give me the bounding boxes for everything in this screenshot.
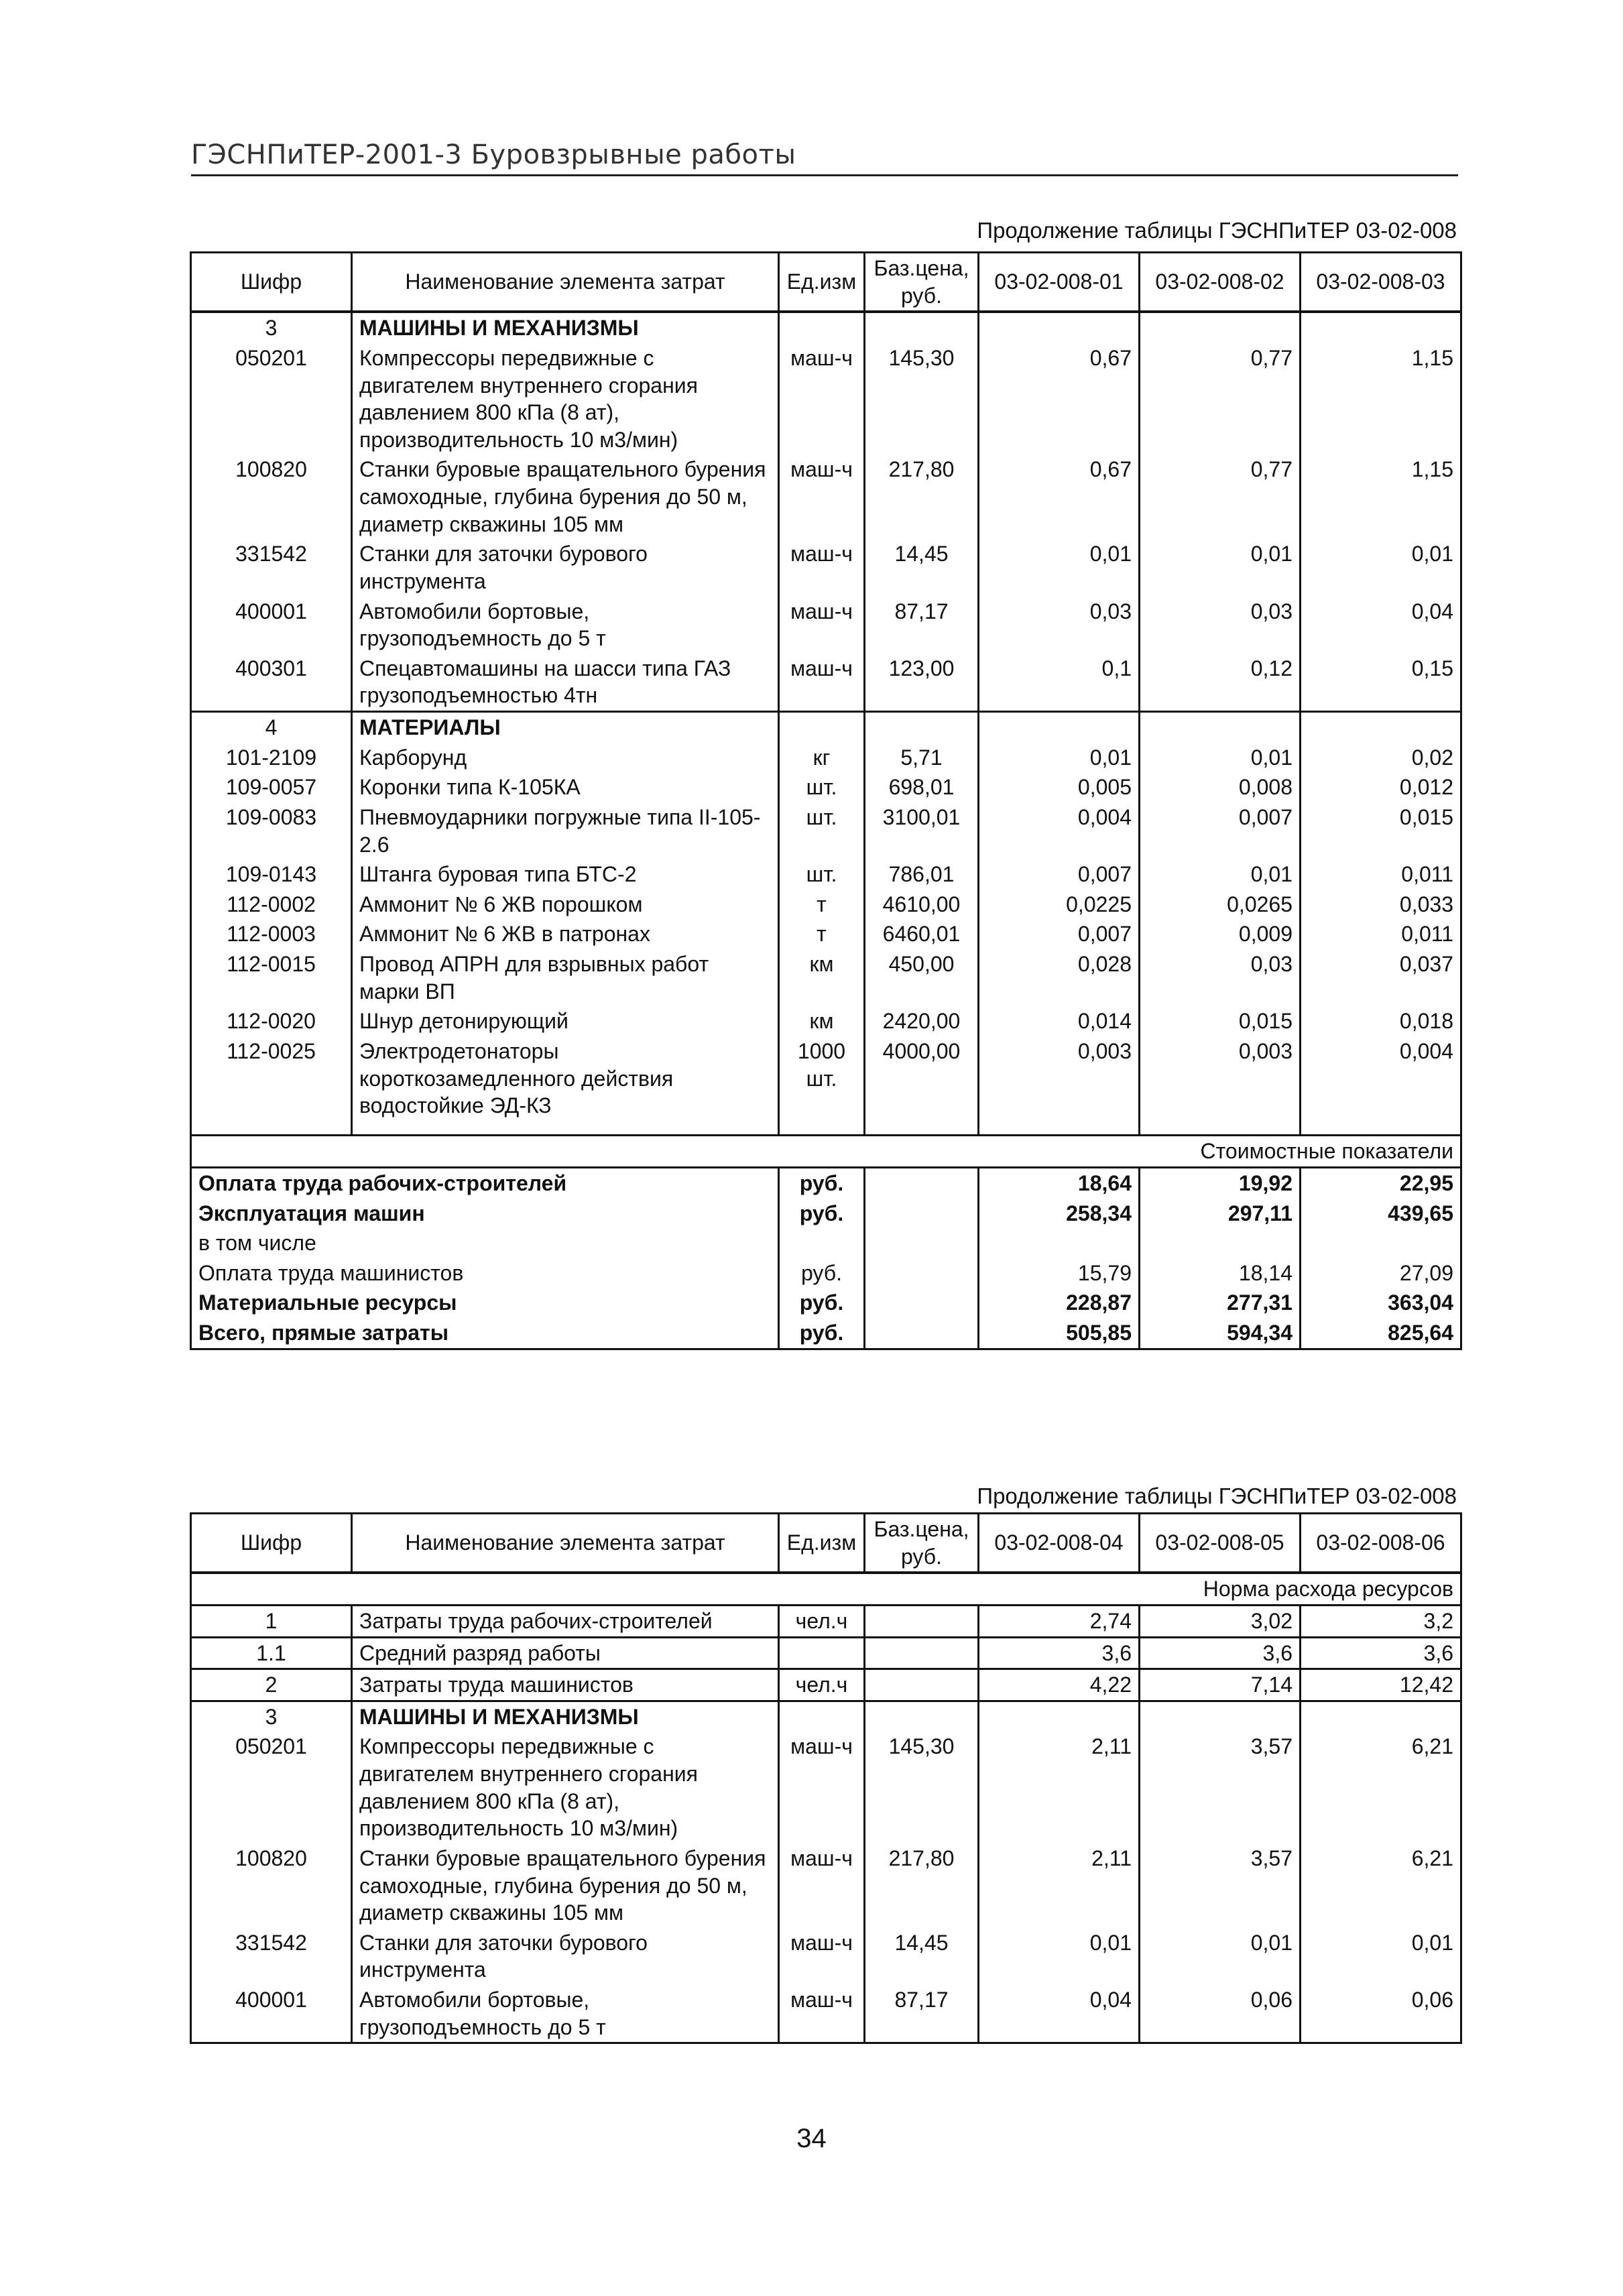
resource-unit: т (779, 890, 865, 920)
resource-price: 4610,00 (865, 890, 979, 920)
header-col2: 03-02-008-05 (1140, 1514, 1301, 1573)
resource-name: Затраты труда рабочих-строителей (352, 1605, 779, 1637)
table-row (191, 743, 1461, 773)
resource-price: 217,80 (865, 1844, 979, 1928)
value-col1: 0,005 (979, 772, 1140, 802)
resource-price (865, 1637, 979, 1669)
table2-caption: Продолжение таблицы ГЭСНПиТЕР 03-02-008 (977, 1484, 1457, 1508)
empty-cell (865, 1228, 979, 1258)
resource-price: 2420,00 (865, 1006, 979, 1036)
section-title-row (191, 1701, 1461, 1732)
resource-unit: маш-ч (779, 597, 865, 654)
value-col2: 0,009 (1140, 919, 1301, 949)
resource-name: Станки для заточки бурового инструмента (352, 1928, 779, 1985)
value-col3: 3,6 (1301, 1637, 1461, 1669)
cost-name: Оплата труда рабочих-строителей (191, 1167, 779, 1198)
header-price: Баз.цена, руб. (865, 1514, 979, 1573)
resource-name: Автомобили бортовые, грузоподъемность до 5 т (352, 597, 779, 654)
resource-code: 1 (191, 1605, 352, 1637)
resource-code: 2 (191, 1669, 352, 1701)
value-col3: 0,011 (1301, 919, 1461, 949)
empty-cell (779, 712, 865, 743)
resource-price: 87,17 (865, 1985, 979, 2043)
resource-name: Автомобили бортовые, грузоподъемность до 5 т (352, 1985, 779, 2043)
value-col3: 27,09 (1301, 1258, 1461, 1288)
resource-code: 112-0003 (191, 919, 352, 949)
resource-code: 100820 (191, 1844, 352, 1928)
table-row (191, 919, 1461, 949)
cost-label: Стоимостные показатели (191, 1136, 1461, 1168)
section-number: 3 (191, 1701, 352, 1732)
table-row (191, 539, 1461, 596)
table2 (190, 1512, 1462, 2044)
value-col3: 0,037 (1301, 949, 1461, 1006)
empty-cell (191, 1121, 352, 1136)
resource-unit: шт. (779, 772, 865, 802)
value-col2: 0,01 (1140, 1928, 1301, 1985)
value-col3 (1301, 1228, 1461, 1258)
value-col2: 0,01 (1140, 743, 1301, 773)
value-col3: 22,95 (1301, 1167, 1461, 1198)
value-col2: 3,57 (1140, 1844, 1301, 1928)
resource-code: 109-0143 (191, 859, 352, 890)
cost-row (191, 1258, 1461, 1288)
value-col3: 0,004 (1301, 1036, 1461, 1121)
resource-name: Карборунд (352, 743, 779, 773)
value-col2 (1140, 1228, 1301, 1258)
value-col2: 0,01 (1140, 539, 1301, 596)
empty-cell (352, 1121, 779, 1136)
value-col1: 4,22 (979, 1669, 1140, 1701)
cost-row (191, 1167, 1461, 1198)
resource-name: Шнур детонирующий (352, 1006, 779, 1036)
value-col2: 0,06 (1140, 1985, 1301, 2043)
cost-unit: руб. (779, 1318, 865, 1349)
value-col3: 0,033 (1301, 890, 1461, 920)
value-col1: 0,1 (979, 654, 1140, 712)
resource-unit: маш-ч (779, 1732, 865, 1844)
empty-cell (865, 712, 979, 743)
value-col3: 0,015 (1301, 802, 1461, 859)
resource-name: Провод АПРН для взрывных работ марки ВП (352, 949, 779, 1006)
resource-price: 786,01 (865, 859, 979, 890)
section-title-row (191, 712, 1461, 743)
resource-unit: чел.ч (779, 1605, 865, 1637)
resource-unit: маш-ч (779, 1844, 865, 1928)
resource-unit: маш-ч (779, 1928, 865, 1985)
resource-price: 4000,00 (865, 1036, 979, 1121)
empty-cell (979, 712, 1140, 743)
cost-row (191, 1318, 1461, 1349)
table-row (191, 1036, 1461, 1121)
value-col2: 0,77 (1140, 455, 1301, 539)
empty-cell (1140, 1121, 1301, 1136)
resource-unit: кг (779, 743, 865, 773)
value-col3: 825,64 (1301, 1318, 1461, 1349)
section-title: МАТЕРИАЛЫ (352, 712, 779, 743)
value-col2: 3,6 (1140, 1637, 1301, 1669)
value-col1: 0,028 (979, 949, 1140, 1006)
table-row (191, 455, 1461, 539)
value-col1: 0,004 (979, 802, 1140, 859)
empty-cell (779, 1701, 865, 1732)
resource-unit: км (779, 949, 865, 1006)
value-col2: 0,12 (1140, 654, 1301, 712)
value-col2: 0,007 (1140, 802, 1301, 859)
resource-price: 450,00 (865, 949, 979, 1006)
resource-name: Затраты труда машинистов (352, 1669, 779, 1701)
cost-name: Оплата труда машинистов (191, 1258, 779, 1288)
resource-price (865, 1669, 979, 1701)
header-unit: Ед.изм (779, 1514, 865, 1573)
resource-name: Компрессоры передвижные с двигателем внутреннего сгорания давлением 800 кПа (8 ат), производительность 10 м3/мин) (352, 1732, 779, 1844)
resource-code: 050201 (191, 1732, 352, 1844)
value-col1: 0,04 (979, 1985, 1140, 2043)
value-col3: 439,65 (1301, 1199, 1461, 1229)
resource-name: Коронки типа К-105КА (352, 772, 779, 802)
value-col1: 15,79 (979, 1258, 1140, 1288)
resource-name: Компрессоры передвижные с двигателем внутреннего сгорания давлением 800 кПа (8 ат), производительность 10 м3/мин) (352, 343, 779, 455)
resource-price: 217,80 (865, 455, 979, 539)
value-col1: 2,11 (979, 1732, 1140, 1844)
spacer-row (191, 1121, 1461, 1136)
value-col3: 1,15 (1301, 343, 1461, 455)
resource-code: 400001 (191, 1985, 352, 2043)
norm-label-row (191, 1573, 1461, 1605)
resource-unit: чел.ч (779, 1669, 865, 1701)
value-col3: 363,04 (1301, 1288, 1461, 1318)
value-col1: 0,01 (979, 539, 1140, 596)
value-col2: 277,31 (1140, 1288, 1301, 1318)
empty-cell (1301, 712, 1461, 743)
value-col3: 0,04 (1301, 597, 1461, 654)
section-title: МАШИНЫ И МЕХАНИЗМЫ (352, 1701, 779, 1732)
header-col3: 03-02-008-06 (1301, 1514, 1461, 1573)
resource-name: Аммонит № 6 ЖВ порошком (352, 890, 779, 920)
table-row (191, 949, 1461, 1006)
resource-name: Аммонит № 6 ЖВ в патронах (352, 919, 779, 949)
resource-unit: маш-ч (779, 455, 865, 539)
resource-price: 698,01 (865, 772, 979, 802)
header-col1: 03-02-008-01 (979, 253, 1140, 312)
resource-code: 400001 (191, 597, 352, 654)
resource-name: Средний разряд работы (352, 1637, 779, 1669)
cost-row (191, 1288, 1461, 1318)
cost-name: Эксплуатация машин (191, 1199, 779, 1229)
cost-unit: руб. (779, 1288, 865, 1318)
table-row (191, 1006, 1461, 1036)
resource-code: 050201 (191, 343, 352, 455)
resource-unit: 1000 шт. (779, 1036, 865, 1121)
table-row (191, 1669, 1461, 1701)
empty-cell (1140, 712, 1301, 743)
resource-unit: маш-ч (779, 539, 865, 596)
empty-cell (865, 1199, 979, 1229)
resource-price: 123,00 (865, 654, 979, 712)
value-col3: 0,01 (1301, 539, 1461, 596)
value-col1: 0,0225 (979, 890, 1140, 920)
value-col2: 0,03 (1140, 597, 1301, 654)
empty-cell (865, 1288, 979, 1318)
header-price: Баз.цена, руб. (865, 253, 979, 312)
table-row (191, 1985, 1461, 2043)
empty-cell (1301, 1701, 1461, 1732)
resource-code: 100820 (191, 455, 352, 539)
value-col3: 0,15 (1301, 654, 1461, 712)
running-head: ГЭСНПиТЕР-2001-3 Буровзрывные работы (191, 139, 1458, 176)
header-code: Шифр (191, 253, 352, 312)
resource-price: 3100,01 (865, 802, 979, 859)
resource-unit: маш-ч (779, 654, 865, 712)
table-row (191, 343, 1461, 455)
section-number: 3 (191, 312, 352, 343)
value-col2: 19,92 (1140, 1167, 1301, 1198)
resource-price: 87,17 (865, 597, 979, 654)
value-col3: 0,02 (1301, 743, 1461, 773)
value-col2: 0,008 (1140, 772, 1301, 802)
value-col1: 0,67 (979, 343, 1140, 455)
resource-unit: т (779, 919, 865, 949)
value-col3: 0,011 (1301, 859, 1461, 890)
resource-unit: шт. (779, 859, 865, 890)
value-col2: 0,015 (1140, 1006, 1301, 1036)
value-col1: 0,007 (979, 919, 1140, 949)
value-col2: 3,02 (1140, 1605, 1301, 1637)
value-col2: 0,003 (1140, 1036, 1301, 1121)
resource-name: Электродетонаторы короткозамедленного действия водостойкие ЭД-КЗ (352, 1036, 779, 1121)
value-col3: 0,012 (1301, 772, 1461, 802)
value-col3: 0,01 (1301, 1928, 1461, 1985)
value-col3: 6,21 (1301, 1732, 1461, 1844)
resource-price: 145,30 (865, 1732, 979, 1844)
value-col2: 0,0265 (1140, 890, 1301, 920)
value-col1: 3,6 (979, 1637, 1140, 1669)
header-unit: Ед.изм (779, 253, 865, 312)
resource-price (865, 1605, 979, 1637)
resource-price: 14,45 (865, 539, 979, 596)
value-col1: 0,01 (979, 743, 1140, 773)
cost-unit: руб. (779, 1167, 865, 1198)
table1-header-row (191, 253, 1461, 312)
value-col3: 6,21 (1301, 1844, 1461, 1928)
section-title: МАШИНЫ И МЕХАНИЗМЫ (352, 312, 779, 343)
value-col1: 505,85 (979, 1318, 1140, 1349)
resource-code: 331542 (191, 1928, 352, 1985)
value-col2: 0,03 (1140, 949, 1301, 1006)
header-col1: 03-02-008-04 (979, 1514, 1140, 1573)
resource-code: 1.1 (191, 1637, 352, 1669)
header-col3: 03-02-008-03 (1301, 253, 1461, 312)
value-col1: 0,014 (979, 1006, 1140, 1036)
value-col3: 12,42 (1301, 1669, 1461, 1701)
value-col1: 0,01 (979, 1928, 1140, 1985)
cost-name: Материальные ресурсы (191, 1288, 779, 1318)
resource-price: 145,30 (865, 343, 979, 455)
table2-header-row (191, 1514, 1461, 1573)
resource-name: Станки буровые вращательного бурения самоходные, глубина бурения до 50 м, диаметр скважины 105 мм (352, 1844, 779, 1928)
header-col2: 03-02-008-02 (1140, 253, 1301, 312)
header-name: Наименование элемента затрат (352, 1514, 779, 1573)
resource-unit: маш-ч (779, 343, 865, 455)
resource-code: 112-0020 (191, 1006, 352, 1036)
value-col3: 1,15 (1301, 455, 1461, 539)
table-row (191, 1928, 1461, 1985)
resource-unit: км (779, 1006, 865, 1036)
resource-name: Пневмоударники погружные типа II-105-2.6 (352, 802, 779, 859)
resource-name: Станки для заточки бурового инструмента (352, 539, 779, 596)
resource-code: 400301 (191, 654, 352, 712)
resource-code: 331542 (191, 539, 352, 596)
table-row (191, 859, 1461, 890)
value-col1: 2,11 (979, 1844, 1140, 1928)
resource-price: 14,45 (865, 1928, 979, 1985)
value-col1: 0,67 (979, 455, 1140, 539)
resource-price: 6460,01 (865, 919, 979, 949)
header-code: Шифр (191, 1514, 352, 1573)
table1-caption: Продолжение таблицы ГЭСНПиТЕР 03-02-008 (977, 218, 1457, 243)
empty-cell (865, 1258, 979, 1288)
value-col2: 594,34 (1140, 1318, 1301, 1349)
value-col1: 0,03 (979, 597, 1140, 654)
cost-unit (779, 1228, 865, 1258)
empty-cell (865, 1121, 979, 1136)
value-col2: 3,57 (1140, 1732, 1301, 1844)
empty-cell (979, 1701, 1140, 1732)
value-col3: 3,2 (1301, 1605, 1461, 1637)
resource-price: 5,71 (865, 743, 979, 773)
cost-row (191, 1228, 1461, 1258)
table1 (190, 251, 1462, 1350)
value-col2: 0,01 (1140, 859, 1301, 890)
resource-unit (779, 1637, 865, 1669)
cost-row (191, 1199, 1461, 1229)
value-col1: 18,64 (979, 1167, 1140, 1198)
header-name: Наименование элемента затрат (352, 253, 779, 312)
value-col1 (979, 1228, 1140, 1258)
empty-cell (865, 1318, 979, 1349)
empty-cell (1140, 1701, 1301, 1732)
resource-code: 112-0015 (191, 949, 352, 1006)
section-number: 4 (191, 712, 352, 743)
value-col2: 7,14 (1140, 1669, 1301, 1701)
resource-name: Станки буровые вращательного бурения самоходные, глубина бурения до 50 м, диаметр скважины 105 мм (352, 455, 779, 539)
empty-cell (1301, 1121, 1461, 1136)
empty-cell (865, 1167, 979, 1198)
section-title-row (191, 312, 1461, 343)
table-row (191, 1605, 1461, 1637)
table-row (191, 772, 1461, 802)
resource-code: 101-2109 (191, 743, 352, 773)
value-col3: 0,06 (1301, 1985, 1461, 2043)
empty-cell (865, 1701, 979, 1732)
empty-cell (779, 1121, 865, 1136)
value-col1: 0,007 (979, 859, 1140, 890)
cost-name: Всего, прямые затраты (191, 1318, 779, 1349)
value-col2: 297,11 (1140, 1199, 1301, 1229)
value-col1: 258,34 (979, 1199, 1140, 1229)
cost-label-row (191, 1136, 1461, 1168)
table-row (191, 890, 1461, 920)
cost-unit: руб. (779, 1199, 865, 1229)
page-number: 34 (796, 2124, 827, 2153)
cost-unit: руб. (779, 1258, 865, 1288)
resource-unit: маш-ч (779, 1985, 865, 2043)
resource-code: 112-0025 (191, 1036, 352, 1121)
table-row (191, 597, 1461, 654)
table-row (191, 1732, 1461, 1844)
value-col2: 0,77 (1140, 343, 1301, 455)
value-col2: 18,14 (1140, 1258, 1301, 1288)
resource-code: 109-0083 (191, 802, 352, 859)
table-row (191, 1637, 1461, 1669)
table-row (191, 1844, 1461, 1928)
value-col1: 228,87 (979, 1288, 1140, 1318)
table-row (191, 802, 1461, 859)
value-col1: 0,003 (979, 1036, 1140, 1121)
empty-cell (979, 1121, 1140, 1136)
resource-name: Штанга буровая типа БТС-2 (352, 859, 779, 890)
resource-code: 109-0057 (191, 772, 352, 802)
resource-unit: шт. (779, 802, 865, 859)
resource-code: 112-0002 (191, 890, 352, 920)
resource-name: Спецавтомашины на шасси типа ГАЗ грузоподъемностью 4тн (352, 654, 779, 712)
value-col3: 0,018 (1301, 1006, 1461, 1036)
table-row (191, 654, 1461, 712)
cost-name: в том числе (191, 1228, 779, 1258)
norm-label: Норма расхода ресурсов (191, 1573, 1461, 1605)
value-col1: 2,74 (979, 1605, 1140, 1637)
